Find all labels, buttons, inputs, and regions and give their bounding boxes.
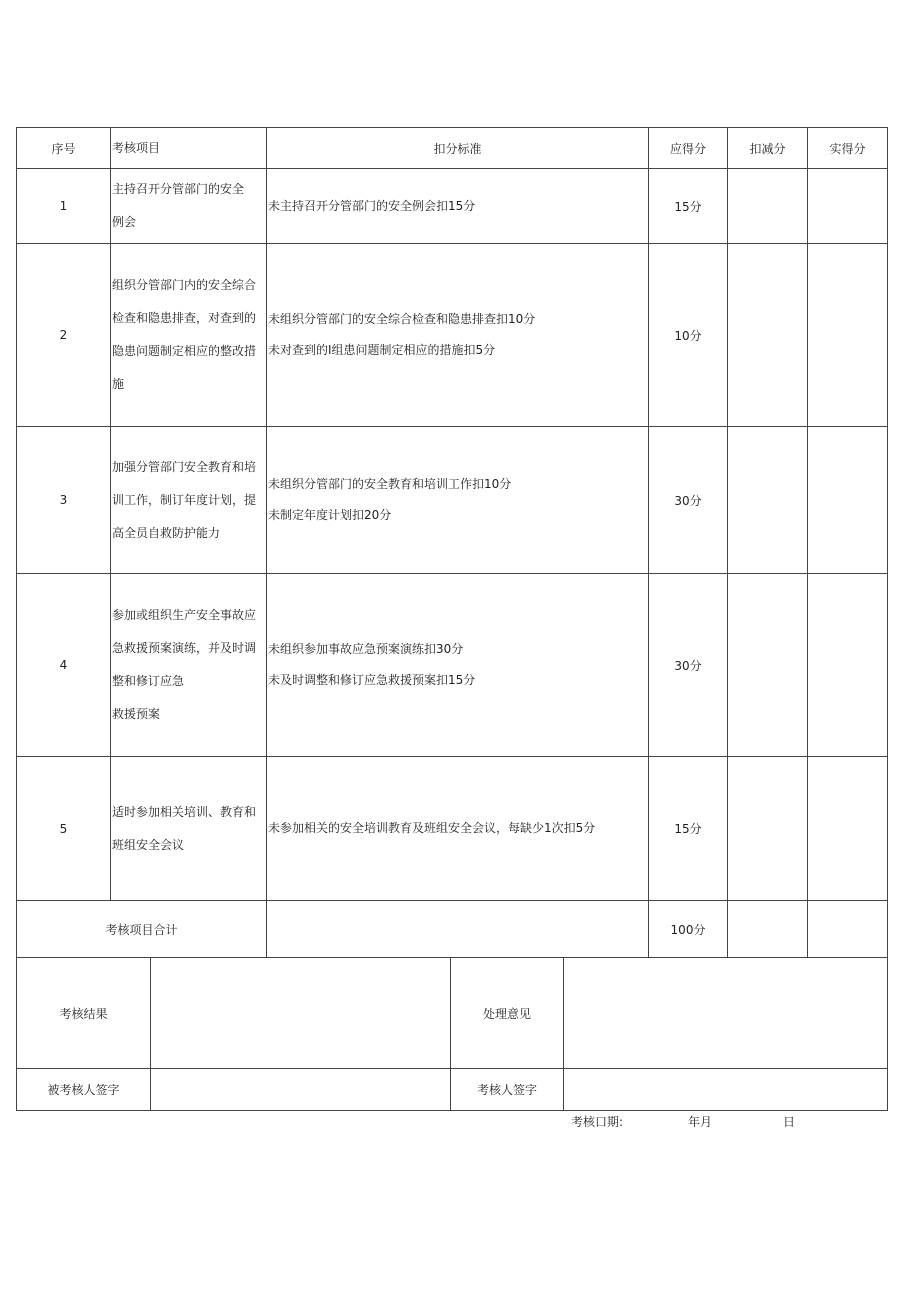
- row-score: 10分: [649, 244, 728, 427]
- table-row: [17, 169, 888, 244]
- date-day: 日: [783, 1115, 796, 1129]
- actual-cell[interactable]: [808, 244, 888, 427]
- examiner-sign-input[interactable]: [564, 1069, 888, 1111]
- item-line: 参加或组织生产安全事故应: [112, 608, 257, 622]
- deduction-cell[interactable]: [728, 244, 808, 427]
- criteria-line: 未主持召开分管部门的安全例会扣15分: [268, 198, 476, 213]
- criteria-line: 未组织分管部门的安全教育和培训工作扣10分: [268, 477, 512, 491]
- row-criteria: [267, 427, 649, 574]
- item-line: 隐患问题制定相应的整改措: [112, 344, 257, 358]
- table-row: [17, 574, 888, 757]
- row-item: [111, 574, 267, 757]
- item-line: 加强分管部门安全教育和培: [112, 459, 257, 474]
- signature-row: [17, 1069, 888, 1111]
- row-no: 2: [17, 244, 111, 427]
- row-item: [111, 757, 267, 901]
- assessment-sheet: [16, 127, 887, 1110]
- item-line: 组织分管部门内的安全综合: [112, 278, 257, 292]
- actual-cell[interactable]: [808, 169, 888, 244]
- criteria-line: 未及时调整和修订应急救援预案扣15分: [268, 673, 476, 687]
- date-label: 考核口期:: [571, 1115, 624, 1129]
- item-line: 检查和隐患排查，对查到的: [112, 311, 257, 325]
- examinee-sign-input[interactable]: [151, 1069, 451, 1111]
- row-score: 15分: [649, 757, 728, 901]
- item-line: 例会: [112, 215, 137, 229]
- header-full-score: 应得分: [649, 128, 728, 169]
- row-no: 5: [17, 757, 111, 901]
- deduction-cell[interactable]: [728, 169, 808, 244]
- item-line: 主持召开分管部门的安全: [112, 182, 245, 196]
- deduction-cell[interactable]: [728, 757, 808, 901]
- deduction-cell[interactable]: [728, 574, 808, 757]
- actual-cell[interactable]: [808, 574, 888, 757]
- header-actual: 实得分: [808, 128, 888, 169]
- examiner-sign-label: 考核人签字: [451, 1069, 564, 1111]
- header-item: 考核项目: [111, 128, 267, 169]
- item-line: 急救援预案演练，并及时调: [112, 641, 257, 655]
- item-line: 适时参加相关培训、教育和: [112, 804, 257, 819]
- item-line: 施: [112, 377, 125, 391]
- table-row: [17, 427, 888, 574]
- item-line: 救援预案: [112, 707, 161, 721]
- row-score: 30分: [649, 427, 728, 574]
- row-no: 3: [17, 427, 111, 574]
- row-criteria: [267, 169, 649, 244]
- total-deduction-cell[interactable]: [728, 901, 808, 958]
- date-year-month: 年月: [688, 1115, 713, 1129]
- header-row: [17, 128, 888, 169]
- row-no: 1: [17, 169, 111, 244]
- item-line: 整和修订应急: [112, 674, 185, 688]
- row-score: 30分: [649, 574, 728, 757]
- row-no: 4: [17, 574, 111, 757]
- result-table: [16, 957, 888, 1111]
- header-no: 序号: [17, 128, 111, 169]
- assessment-table: [16, 127, 888, 958]
- item-line: 班组安全会议: [112, 837, 185, 852]
- total-criteria-cell[interactable]: [267, 901, 649, 958]
- row-criteria: [267, 574, 649, 757]
- total-score: 100分: [649, 901, 728, 958]
- row-item: [111, 427, 267, 574]
- examinee-sign-label: 被考核人签字: [17, 1069, 151, 1111]
- item-line: 高全员自救防护能力: [112, 525, 221, 540]
- deduction-cell[interactable]: [728, 427, 808, 574]
- criteria-line: 未参加相关的安全培训教育及班组安全会议，每缺少1次扣5分: [268, 821, 596, 835]
- criteria-line: 未组织分管部门的安全综合检查和隐患排查扣10分: [268, 312, 536, 326]
- criteria-line: 未组织参加事故应急预案演练扣30分: [268, 642, 464, 656]
- criteria-line: 未对查到的I组患问题制定相应的措施扣5分: [268, 343, 496, 357]
- result-label: 考核结果: [17, 958, 151, 1069]
- table-row: [17, 757, 888, 901]
- criteria-line: 未制定年度计划扣20分: [268, 508, 392, 522]
- total-row: [17, 901, 888, 958]
- row-criteria: [267, 244, 649, 427]
- result-row: [17, 958, 888, 1069]
- actual-cell[interactable]: [808, 757, 888, 901]
- row-item: [111, 244, 267, 427]
- row-criteria: [267, 757, 649, 901]
- item-line: 训工作，制订年度计划，提: [112, 492, 257, 507]
- header-deduction: 扣减分: [728, 128, 808, 169]
- actual-cell[interactable]: [808, 427, 888, 574]
- row-item: [111, 169, 267, 244]
- opinion-input[interactable]: [564, 958, 888, 1069]
- header-criteria: 扣分标准: [267, 128, 649, 169]
- result-input[interactable]: [151, 958, 451, 1069]
- opinion-label: 处理意见: [451, 958, 564, 1069]
- total-label: 考核项目合计: [17, 901, 267, 958]
- table-row: [17, 244, 888, 427]
- row-score: 15分: [649, 169, 728, 244]
- total-actual-cell[interactable]: [808, 901, 888, 958]
